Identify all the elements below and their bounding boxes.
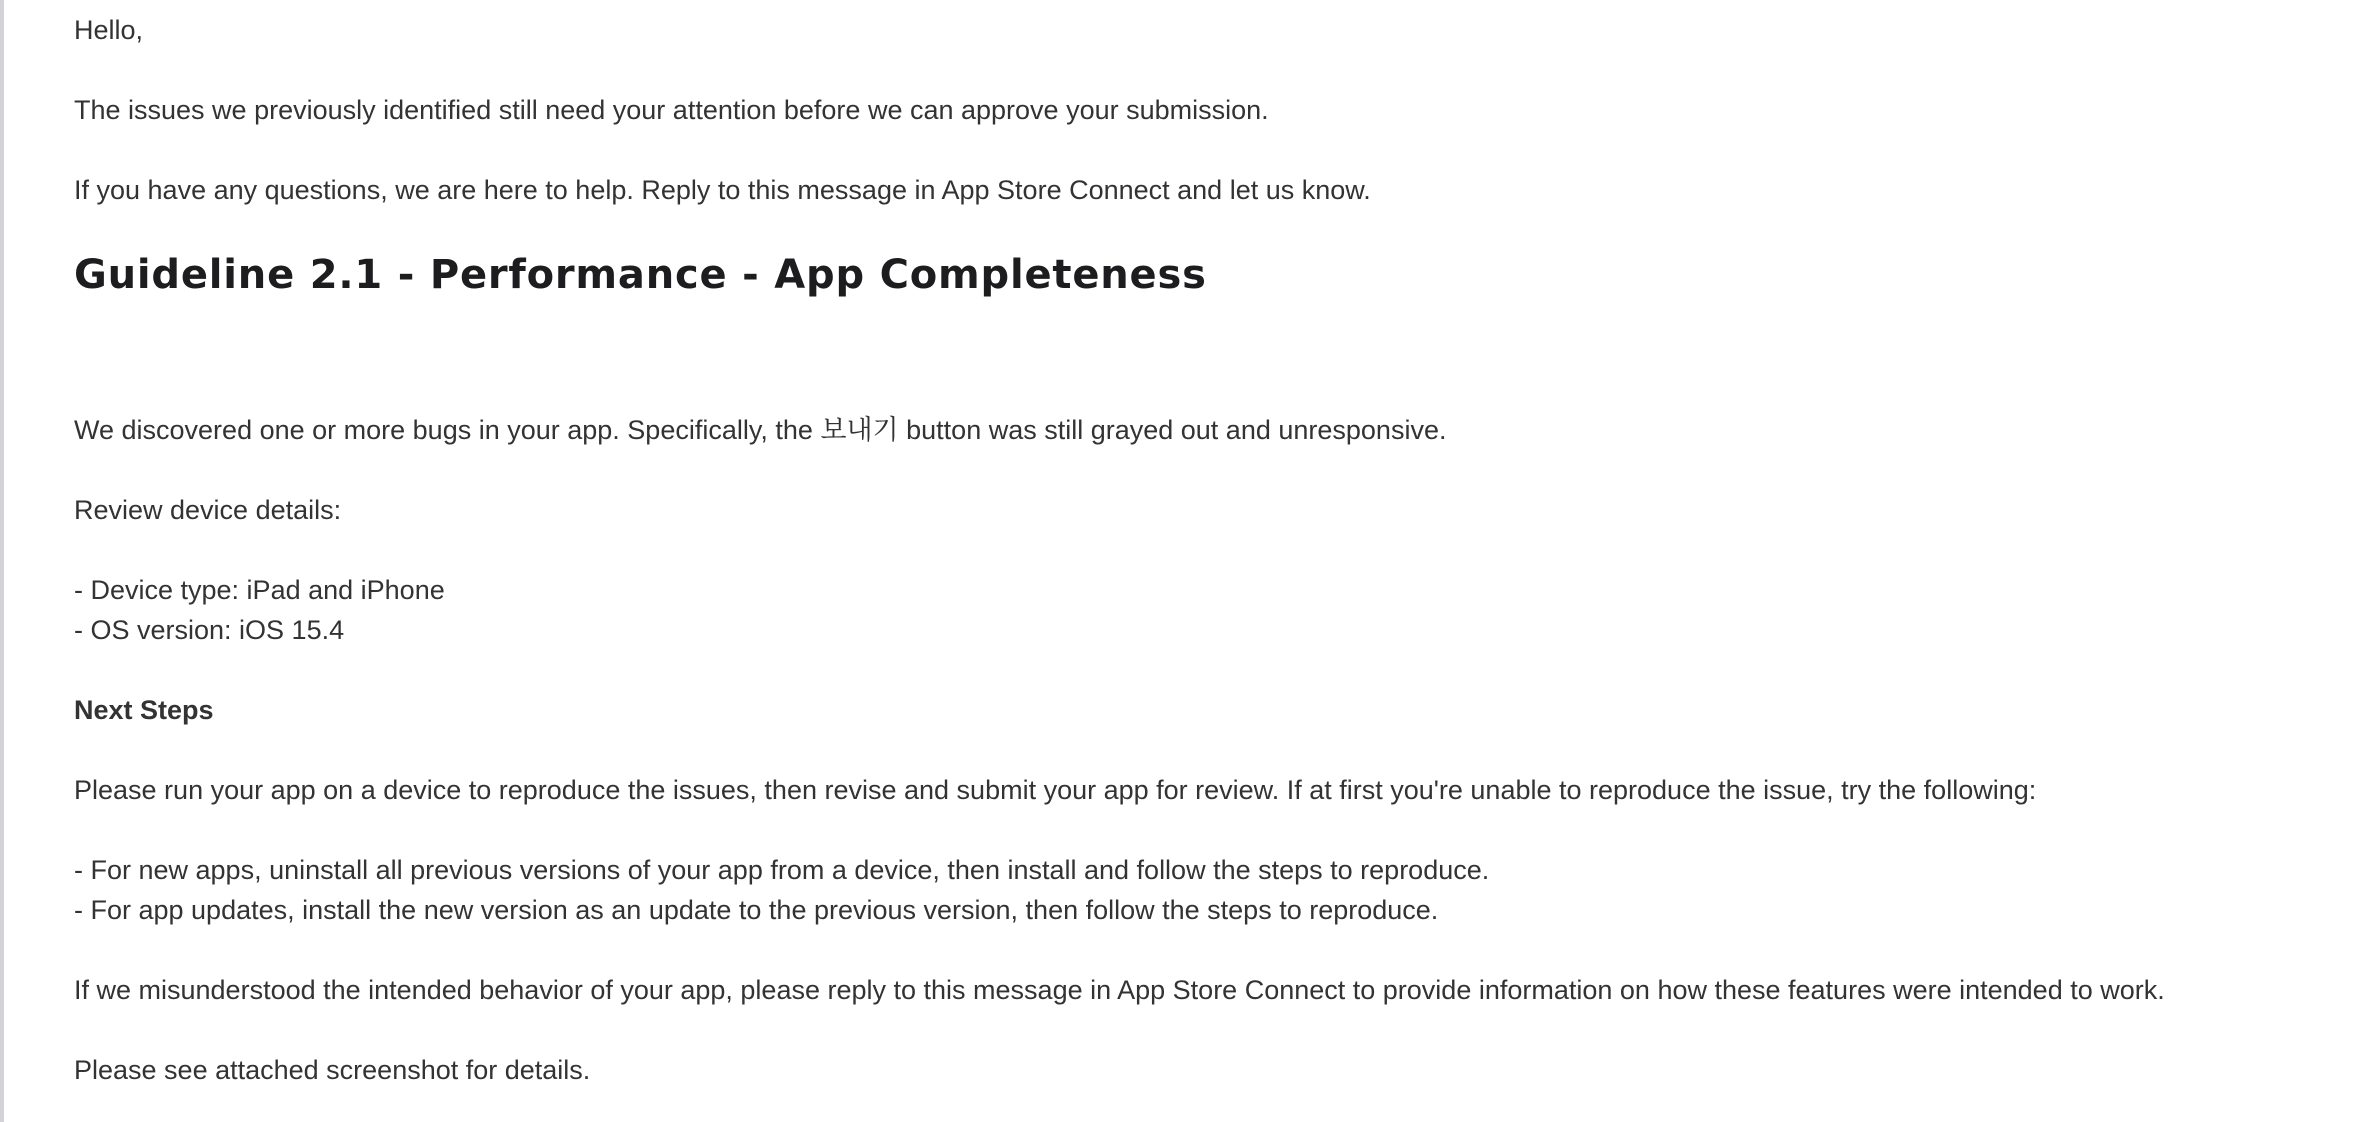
device-details-label: Review device details: <box>74 495 342 525</box>
device-detail-item: - Device type: iPad and iPhone <box>74 575 445 605</box>
message-left-border <box>0 0 4 1122</box>
intro-text: The issues we previously identified still need your attention before we can approve your submission. <box>74 95 1269 125</box>
help-text: If you have any questions, we are here to help. Reply to this message in App Store Connect and let us know. <box>74 175 1371 205</box>
attachment-note-text: Please see attached screenshot for details. <box>74 1055 591 1085</box>
next-steps-intro-text: Please run your app on a device to reproduce the issues, then revise and submit your app for review. If at first you're unable to reproduce the issue, try the following: <box>74 775 2037 805</box>
bug-report-text: We discovered one or more bugs in your app. Specifically, the 보내기 button was still grayed out and unresponsive. <box>74 415 1447 445</box>
guideline-heading: Guideline 2.1 - Performance - App Completeness <box>74 252 1207 298</box>
greeting-text: Hello, <box>74 15 144 45</box>
next-steps-heading: Next Steps <box>74 695 214 725</box>
misunderstood-text: If we misunderstood the intended behavior of your app, please reply to this message in App Store Connect to provide information on how these features were intended to work. <box>74 975 2165 1005</box>
next-steps-item: - For new apps, uninstall all previous versions of your app from a device, then install and follow the steps to reproduce. <box>74 855 1490 885</box>
next-steps-item: - For app updates, install the new version as an update to the previous version, then follow the steps to reproduce. <box>74 895 1439 925</box>
device-detail-item: - OS version: iOS 15.4 <box>74 615 345 645</box>
